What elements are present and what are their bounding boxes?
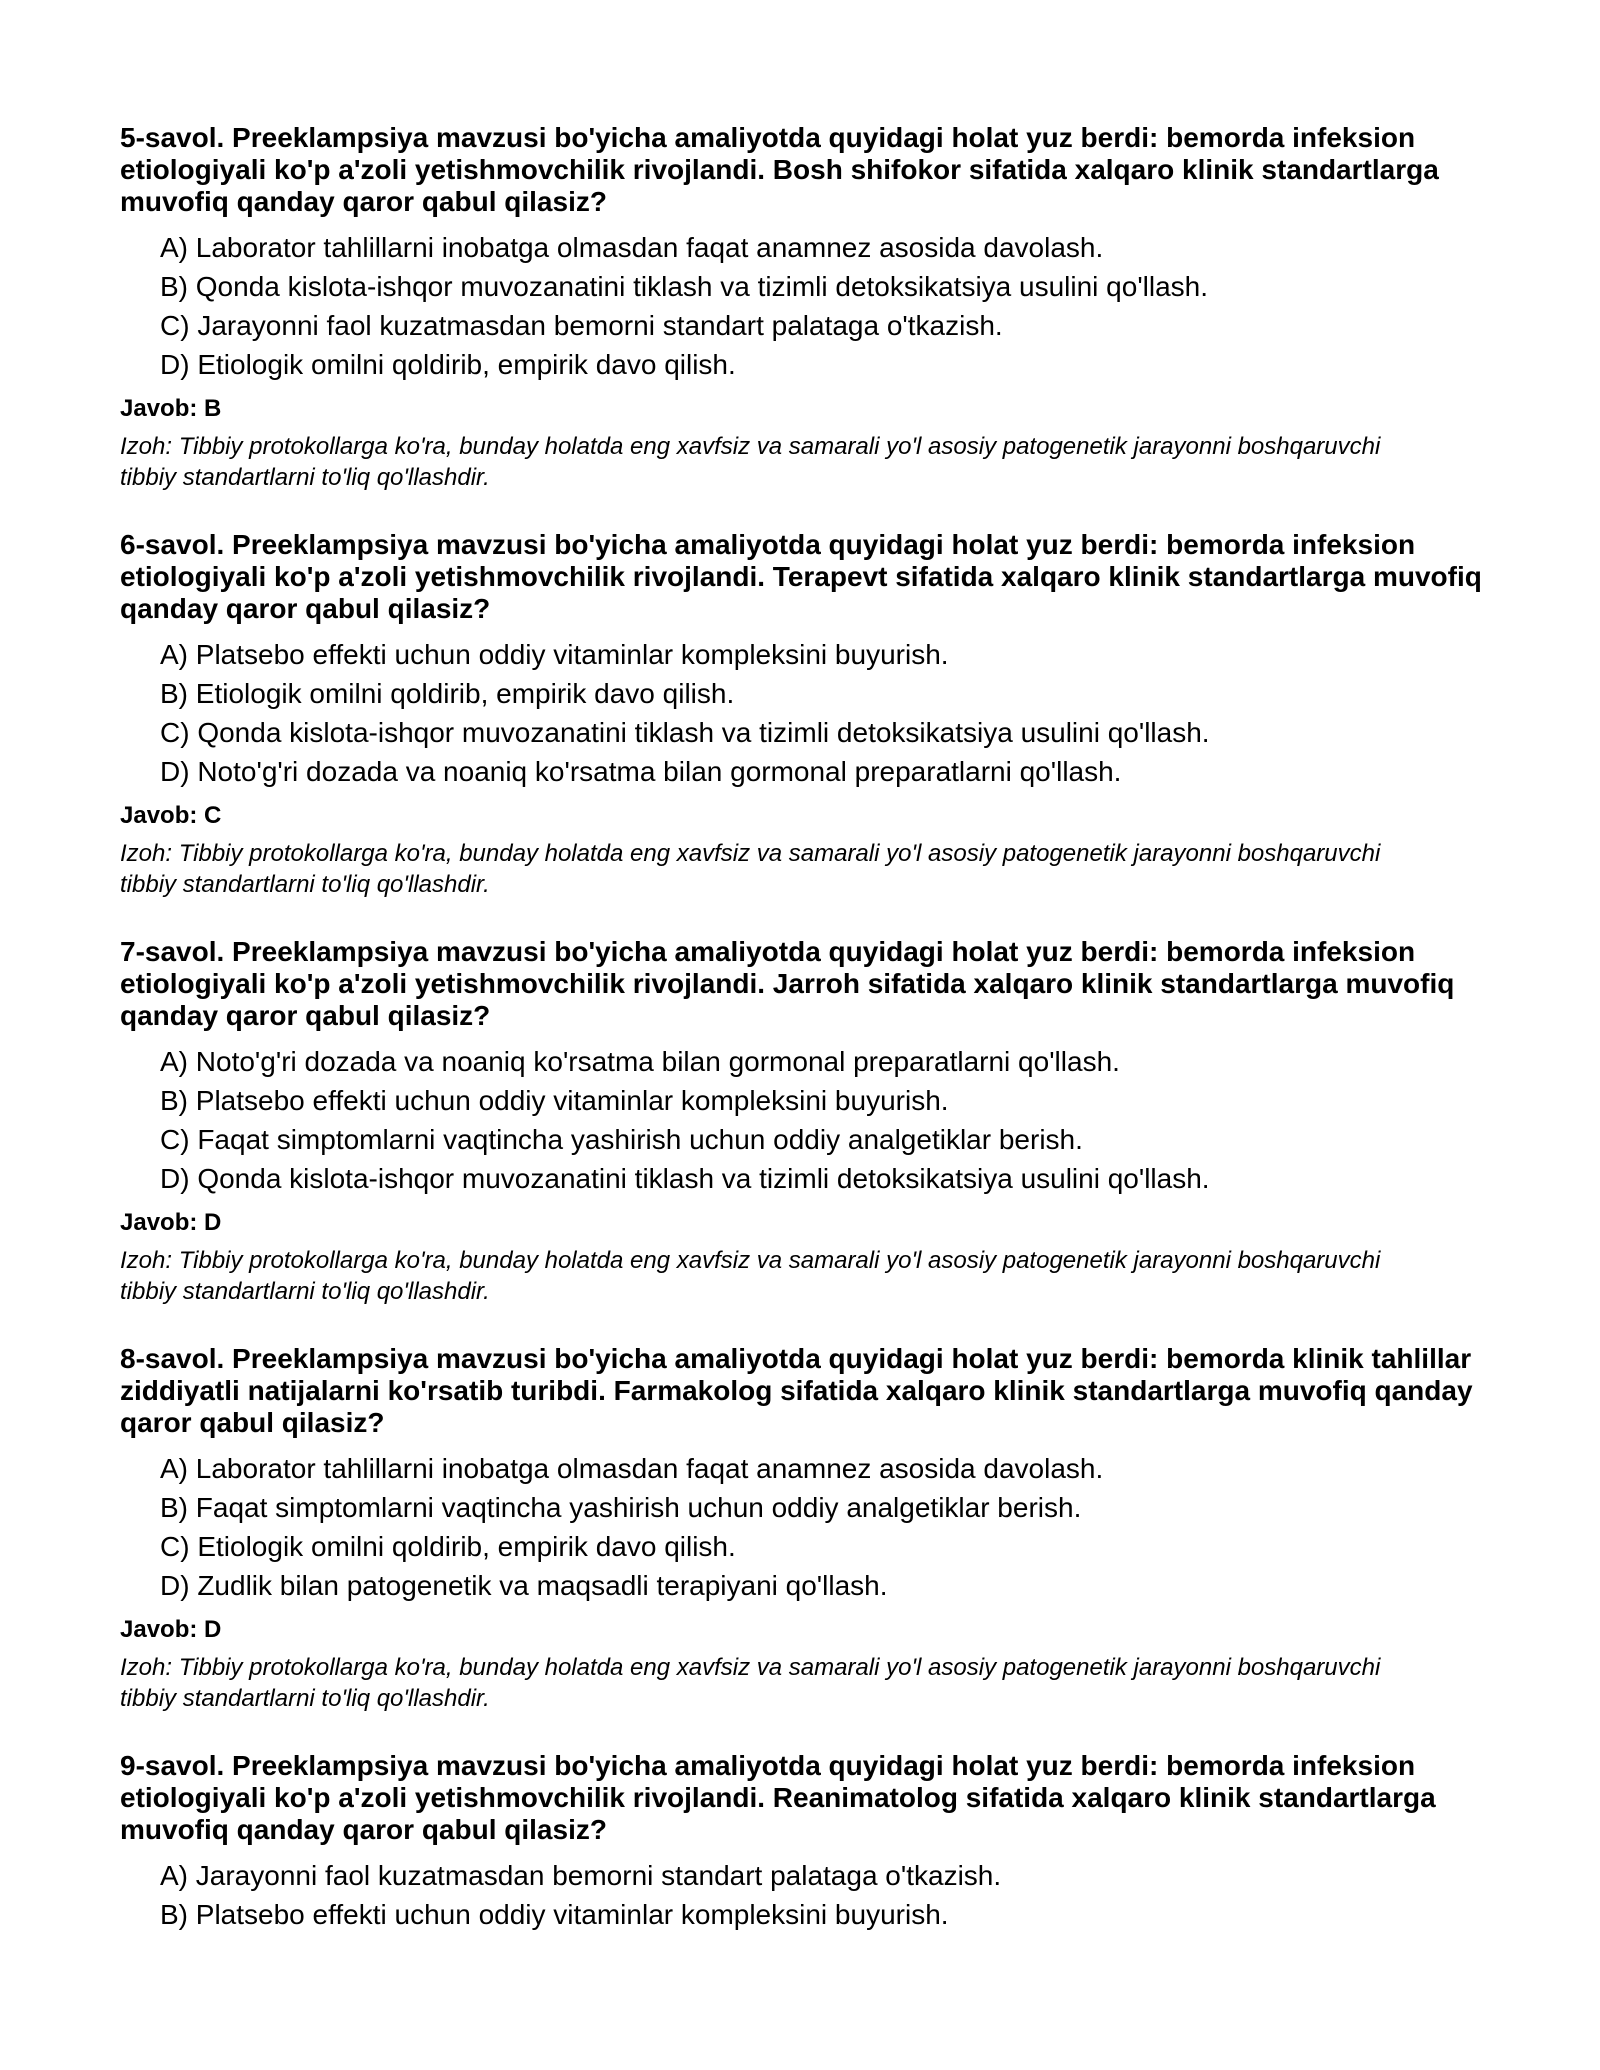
option-d: D) Qonda kislota-ishqor muvozanatini tiklash va tizimli detoksikatsiya usulini qo'llash. <box>160 1163 1210 1194</box>
option-a: A) Noto'g'ri dozada va noaniq ko'rsatma bilan gormonal preparatlarni qo'llash. <box>160 1046 1120 1077</box>
question-9 <box>120 1750 1510 1934</box>
option-list <box>120 228 1510 384</box>
option-c: C) Faqat simptomlarni vaqtincha yashirish uchun oddiy analgetiklar berish. <box>160 1124 1083 1155</box>
question-title: 6-savol. Preeklampsiya mavzusi bo'yicha amaliyotda quyidagi holat yuz berdi: bemorda infeksion etiologiyali ko'p a'zoli yetishmovchilik rivojlandi. Terapevt sifatida xalqaro klinik standartlarga muvofiq qanday qaror qabul qilasiz? <box>120 529 1482 624</box>
option-c: C) Jarayonni faol kuzatmasdan bemorni standart palataga o'tkazish. <box>160 310 1003 341</box>
option-c: C) Etiologik omilni qoldirib, empirik davo qilish. <box>160 1531 736 1562</box>
question-5 <box>120 122 1510 493</box>
answer-label: Javob: B <box>120 395 222 422</box>
option-list <box>120 635 1510 791</box>
option-b: B) Etiologik omilni qoldirib, empirik davo qilish. <box>160 678 735 709</box>
option-a: A) Laborator tahlillarni inobatga olmasdan faqat anamnez asosida davolash. <box>160 1453 1104 1484</box>
explanation-note: Izoh: Tibbiy protokollarga ko'ra, bunday holatda eng xavfsiz va samarali yo'l asosiy patogenetik jarayonni boshqaruvchi tibbiy standartlarni to'liq qo'llashdir. <box>120 840 1381 898</box>
explanation-note: Izoh: Tibbiy protokollarga ko'ra, bunday holatda eng xavfsiz va samarali yo'l asosiy patogenetik jarayonni boshqaruvchi tibbiy standartlarni to'liq qo'llashdir. <box>120 1247 1381 1305</box>
explanation-note: Izoh: Tibbiy protokollarga ko'ra, bunday holatda eng xavfsiz va samarali yo'l asosiy patogenetik jarayonni boshqaruvchi tibbiy standartlarni to'liq qo'llashdir. <box>120 433 1381 491</box>
option-a: A) Platsebo effekti uchun oddiy vitaminlar kompleksini buyurish. <box>160 639 949 670</box>
question-6 <box>120 529 1510 900</box>
option-d: D) Etiologik omilni qoldirib, empirik davo qilish. <box>160 349 736 380</box>
option-c: C) Qonda kislota-ishqor muvozanatini tiklash va tizimli detoksikatsiya usulini qo'llash. <box>160 717 1210 748</box>
option-list <box>120 1856 1510 1934</box>
answer-label: Javob: D <box>120 1616 222 1643</box>
question-title: 5-savol. Preeklampsiya mavzusi bo'yicha amaliyotda quyidagi holat yuz berdi: bemorda infeksion etiologiyali ko'p a'zoli yetishmovchilik rivojlandi. Bosh shifokor sifatida xalqaro klinik standartlarga muvofiq qanday qaror qabul qilasiz? <box>120 122 1439 217</box>
option-b: B) Faqat simptomlarni vaqtincha yashirish uchun oddiy analgetiklar berish. <box>160 1492 1082 1523</box>
option-a: A) Laborator tahlillarni inobatga olmasdan faqat anamnez asosida davolash. <box>160 232 1104 263</box>
question-title: 9-savol. Preeklampsiya mavzusi bo'yicha amaliyotda quyidagi holat yuz berdi: bemorda infeksion etiologiyali ko'p a'zoli yetishmovchilik rivojlandi. Reanimatolog sifatida xalqaro klinik standartlarga muvofiq qanday qaror qabul qilasiz? <box>120 1750 1436 1845</box>
option-a: A) Jarayonni faol kuzatmasdan bemorni standart palataga o'tkazish. <box>160 1860 1002 1891</box>
explanation-note: Izoh: Tibbiy protokollarga ko'ra, bunday holatda eng xavfsiz va samarali yo'l asosiy patogenetik jarayonni boshqaruvchi tibbiy standartlarni to'liq qo'llashdir. <box>120 1654 1381 1712</box>
question-title: 8-savol. Preeklampsiya mavzusi bo'yicha amaliyotda quyidagi holat yuz berdi: bemorda klinik tahlillar ziddiyatli natijalarni ko'rsatib turibdi. Farmakolog sifatida xalqaro klinik standartlarga muvofiq qanday qaror qabul qilasiz? <box>120 1343 1473 1438</box>
option-list <box>120 1042 1510 1198</box>
option-b: B) Platsebo effekti uchun oddiy vitaminlar kompleksini buyurish. <box>160 1899 949 1930</box>
answer-label: Javob: D <box>120 1209 222 1236</box>
question-8 <box>120 1343 1510 1714</box>
option-b: B) Platsebo effekti uchun oddiy vitaminlar kompleksini buyurish. <box>160 1085 949 1116</box>
option-b: B) Qonda kislota-ishqor muvozanatini tiklash va tizimli detoksikatsiya usulini qo'llash. <box>160 271 1209 302</box>
question-7 <box>120 936 1510 1307</box>
answer-label: Javob: C <box>120 802 222 829</box>
option-d: D) Zudlik bilan patogenetik va maqsadli terapiyani qo'llash. <box>160 1570 888 1601</box>
question-title: 7-savol. Preeklampsiya mavzusi bo'yicha amaliyotda quyidagi holat yuz berdi: bemorda infeksion etiologiyali ko'p a'zoli yetishmovchilik rivojlandi. Jarroh sifatida xalqaro klinik standartlarga muvofiq qanday qaror qabul qilasiz? <box>120 936 1455 1031</box>
option-list <box>120 1449 1510 1605</box>
option-d: D) Noto'g'ri dozada va noaniq ko'rsatma bilan gormonal preparatlarni qo'llash. <box>160 756 1122 787</box>
